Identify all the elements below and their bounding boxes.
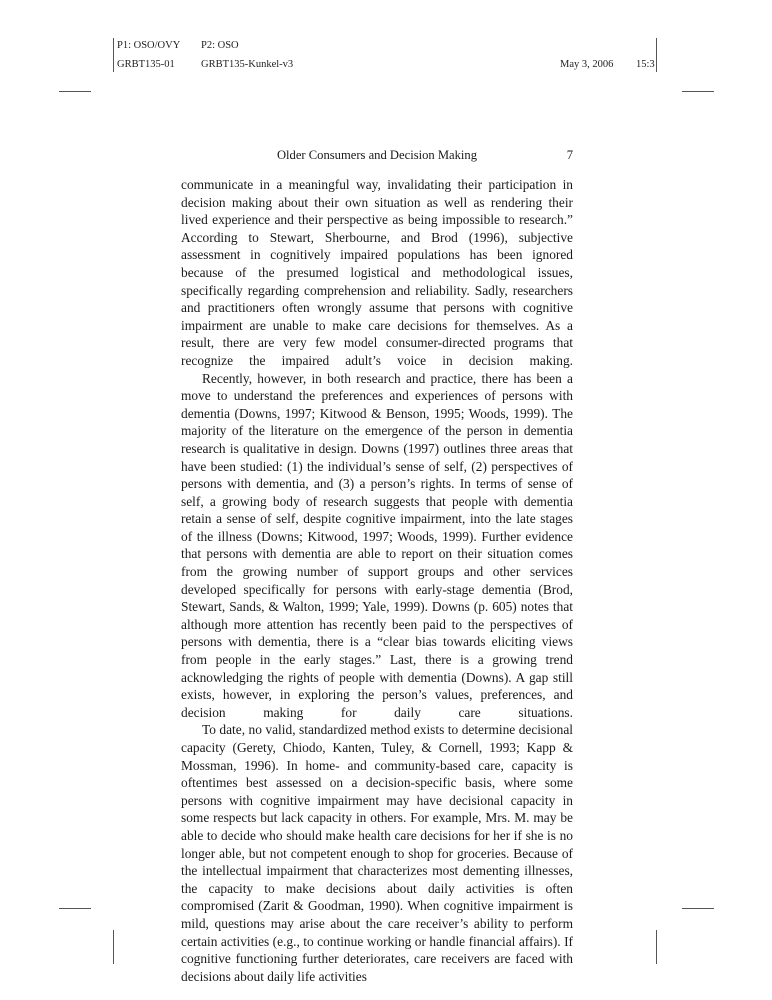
slug-p2: P2: OSO xyxy=(201,40,239,51)
running-head xyxy=(181,147,573,163)
page-number: 7 xyxy=(566,148,573,162)
crop-mark-top-right-horizontal xyxy=(682,91,714,92)
crop-mark-bottom-right-horizontal xyxy=(682,908,714,909)
paragraph: Recently, however, in both research and practice, there has been a move to understand the preferences and experiences of persons with dementia (Downs, 1997; Kitwood & Benson, 1995; Woods, 1999). The majority of the literature on the emergence of the person in dementia research is qualitative in design. Downs (1997) outlines three areas that have been studied: (1) the individual’s sense of self, (2) perspectives of persons with dementia, and (3) a person’s rights. In terms of sense of self, a growing body of research suggests that people with dementia retain a sense of self, despite cognitive impairment, into the late stages of the illness (Downs; Kitwood, 1997; Woods, 1999). Further evidence that persons with dementia are able to report on their situation comes from the growing number of support groups and other services developed specifically for persons with early-stage dementia (Brod, Stewart, Sands, & Walton, 1999; Yale, 1999). Downs (p. 605) notes that although more attention has recently been paid to the perspectives of persons with dementia, there is a “clear bias towards eliciting views from people in the early stages.” Last, there is a growing trend acknowledging the rights of people with dementia (Downs). A gap still exists, however, in exploring the person’s values, preferences, and decision making for daily care situations. xyxy=(181,370,573,720)
paragraph: To date, no valid, standardized method exists to determine decisional capacity (Gerety, Chiodo, Kanten, Tuley, & Cornell, 1993; Kapp & Mossman, 1996). In home- and community-based care, capacity is oftentimes best assessed on a decision-specific basis, where some persons with cognitive impairment may have decisional capacity in some respects but lack capacity in others. For example, Mrs. M. may be able to decide who should make health care decisions for her if she is no longer able, but not competent enough to shop for groceries. Because of the intellectual impairment that characterizes most dementing illnesses, the capacity to make decisions about daily activities is often compromised (Zarit & Goodman, 1990). When cognitive impairment is mild, questions may arise about the care receiver’s ability to perform certain activities (e.g., to continue working or handle financial affairs). If cognitive functioning further deteriorates, care receivers are faced with decisions about daily life activities xyxy=(181,722,573,984)
paragraph: communicate in a meaningful way, invalidating their participation in decision making about their own situation as well as rendering their lived experience and their perspective as being impossible to research.” According to Stewart, Sherbourne, and Brod (1996), subjective assessment in cognitively impaired populations has been ignored because of the presumed logistical and methodological issues, specifically regarding comprehension and reliability. Sadly, researchers and practitioners often wrongly assume that persons with cognitive impairment are unable to make care decisions for themselves. As a result, there are very few model consumer-directed programs that recognize the impaired adult’s voice in decision making. xyxy=(181,177,573,368)
running-title: Older Consumers and Decision Making xyxy=(276,148,478,162)
body-text xyxy=(181,176,573,985)
crop-mark-top-left-vertical xyxy=(113,38,114,72)
slug-p1: P1: OSO/OVY xyxy=(117,40,181,51)
slug-time: 15:3 xyxy=(636,59,655,70)
crop-mark-bottom-left-vertical xyxy=(113,930,114,964)
slug-job-code: GRBT135-01 xyxy=(117,59,175,70)
crop-mark-top-right-vertical xyxy=(656,38,657,72)
crop-mark-bottom-left-horizontal xyxy=(59,908,91,909)
crop-mark-top-left-horizontal xyxy=(59,91,91,92)
crop-mark-bottom-right-vertical xyxy=(656,930,657,964)
slug-file-code: GRBT135-Kunkel-v3 xyxy=(201,59,294,70)
slug-date: May 3, 2006 xyxy=(560,59,614,70)
